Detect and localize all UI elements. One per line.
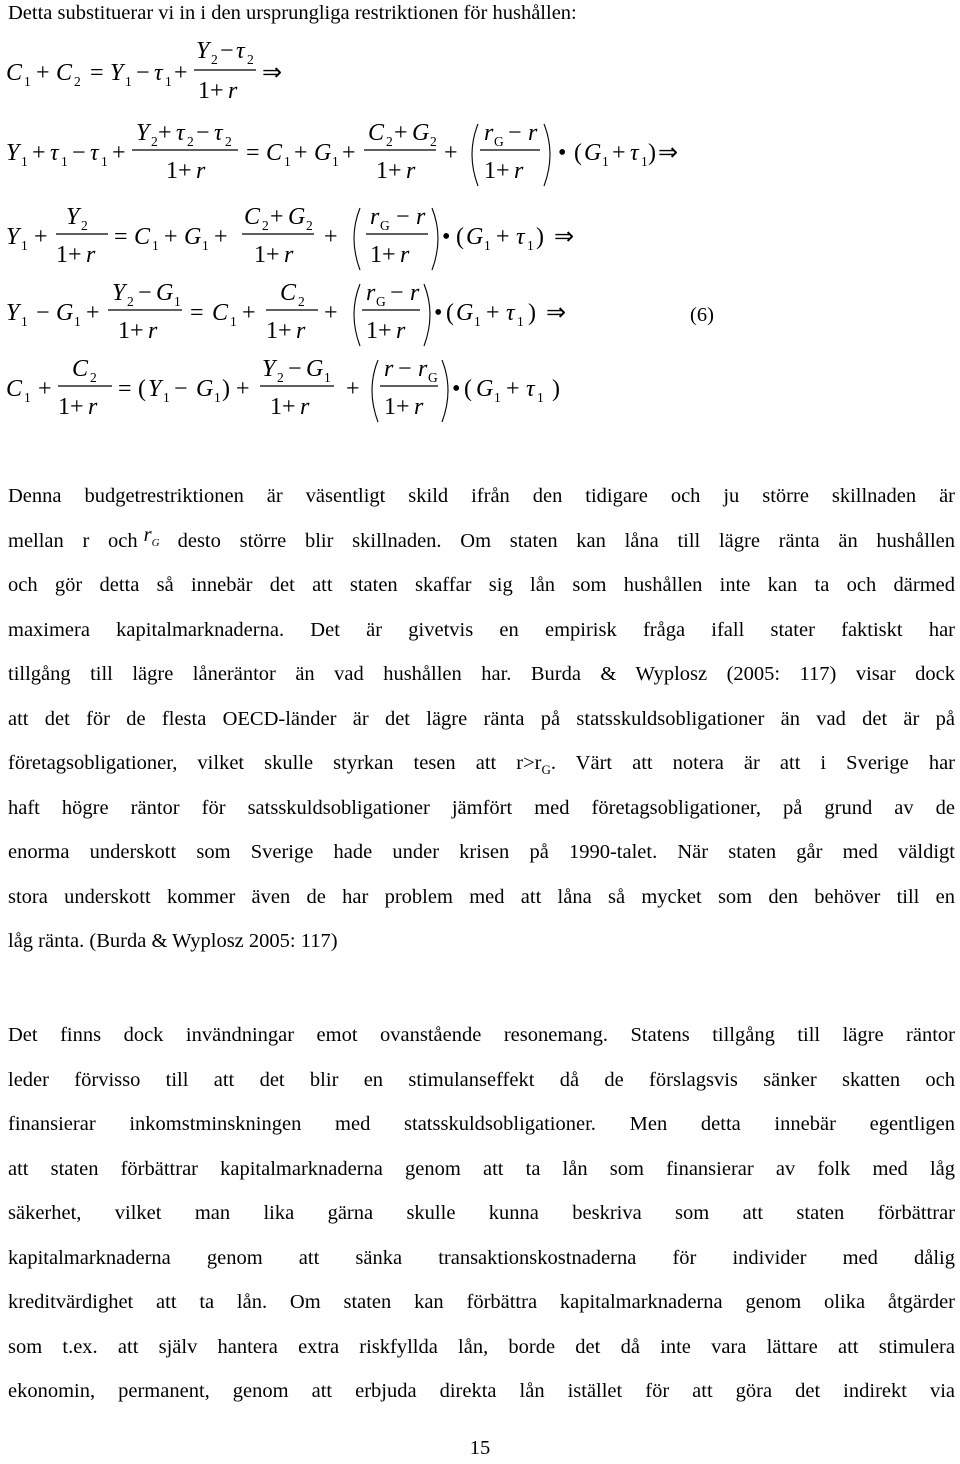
- svg-text:2: 2: [430, 134, 437, 149]
- svg-text:1: 1: [152, 238, 159, 253]
- svg-text:(: (: [574, 140, 582, 166]
- svg-text:r: r: [410, 280, 420, 306]
- svg-text:+: +: [174, 60, 188, 86]
- svg-text:1: 1: [125, 74, 132, 89]
- svg-text:1: 1: [230, 314, 237, 329]
- svg-text:−: −: [390, 280, 404, 306]
- svg-text:+: +: [214, 224, 228, 250]
- svg-text:G: G: [380, 218, 390, 233]
- svg-text:C: C: [244, 204, 261, 230]
- inequality: $r>r_G$: [516, 752, 551, 778]
- svg-text:•: •: [434, 300, 443, 326]
- svg-text:2: 2: [262, 218, 269, 233]
- svg-text:): ): [552, 376, 560, 402]
- text-line: enorma underskott som Sverige hade under krisen på 1990-talet. När staten går med väldigt: [8, 841, 955, 863]
- svg-text:C: C: [72, 356, 89, 382]
- svg-text:=: =: [114, 224, 128, 250]
- svg-text:τ: τ: [90, 140, 99, 166]
- svg-text:+: +: [242, 300, 256, 326]
- svg-text:1: 1: [21, 238, 28, 253]
- svg-text:1: 1: [21, 314, 28, 329]
- svg-text:1: 1: [61, 154, 68, 169]
- svg-text:): ): [528, 300, 536, 326]
- svg-text:τ: τ: [214, 120, 223, 146]
- svg-text:C: C: [6, 376, 23, 402]
- svg-text:⇒: ⇒: [546, 300, 567, 326]
- svg-text:(: (: [446, 300, 454, 326]
- svg-text:G: G: [466, 224, 484, 250]
- svg-text:1: 1: [24, 74, 31, 89]
- svg-text:+: +: [486, 300, 500, 326]
- svg-text:Y: Y: [112, 280, 126, 306]
- svg-text:r: r: [514, 158, 524, 184]
- svg-text:Y: Y: [6, 224, 20, 250]
- equation-number: (6): [690, 304, 714, 326]
- svg-text:+: +: [394, 120, 408, 146]
- svg-text:1+: 1+: [370, 242, 396, 268]
- svg-text:1: 1: [202, 238, 209, 253]
- svg-text:G: G: [184, 224, 202, 250]
- svg-text:2: 2: [306, 218, 313, 233]
- svg-text:−: −: [220, 38, 234, 64]
- svg-text:G: G: [428, 370, 438, 385]
- svg-text:r: r: [88, 394, 98, 420]
- svg-text:1+: 1+: [270, 394, 296, 420]
- svg-text:r: r: [296, 318, 306, 344]
- intro-line: Detta substituerar vi in i den ursprungliga restriktionen för hushållen:: [8, 2, 577, 24]
- text-line: haft högre räntor för satsskuldsobligationer jämfört med företagsobligationer, på grund av de: [8, 796, 955, 819]
- svg-text:1+: 1+: [484, 158, 510, 184]
- svg-text:+: +: [324, 224, 338, 250]
- svg-text:r: r: [406, 158, 416, 184]
- svg-text:1: 1: [165, 74, 172, 89]
- svg-text:r: r: [228, 78, 238, 104]
- svg-text:1: 1: [537, 390, 544, 405]
- svg-text:−: −: [196, 120, 210, 146]
- svg-text:r: r: [86, 242, 96, 268]
- svg-text:r: r: [370, 204, 380, 230]
- svg-text:•: •: [558, 140, 567, 166]
- text-line: Det finns dock invändningar emot ovanstående resonemang. Statens tillgång till lägre räntor: [8, 1024, 955, 1046]
- svg-text:2: 2: [127, 294, 134, 309]
- svg-text:): ): [536, 224, 544, 250]
- svg-text:C: C: [280, 280, 297, 306]
- svg-text:C: C: [6, 60, 23, 86]
- svg-text:1+: 1+: [166, 158, 192, 184]
- svg-text:r: r: [484, 120, 494, 146]
- svg-text:2: 2: [81, 218, 88, 233]
- svg-text:−: −: [508, 120, 522, 146]
- svg-text:+: +: [112, 140, 126, 166]
- text-line: säkerhet, vilket man lika gärna skulle kunna beskriva som att staten förbättrar: [8, 1202, 955, 1224]
- svg-text:): ): [222, 376, 230, 402]
- svg-text:⇒: ⇒: [262, 60, 283, 86]
- svg-text:=: =: [118, 376, 132, 402]
- svg-text:r: r: [416, 204, 426, 230]
- text-line: kapitalmarknaderna genom att sänka transaktionskostnaderna för individer med dålig: [8, 1246, 955, 1269]
- svg-text:G: G: [584, 140, 602, 166]
- svg-text:Y: Y: [196, 38, 210, 64]
- svg-text:2: 2: [74, 74, 81, 89]
- svg-text:+: +: [342, 140, 356, 166]
- svg-text:Y: Y: [136, 120, 150, 146]
- svg-text:Y: Y: [6, 140, 20, 166]
- svg-text:Y: Y: [66, 204, 80, 230]
- svg-text:+: +: [236, 376, 250, 402]
- svg-text:r: r: [528, 120, 538, 146]
- svg-text:+: +: [158, 120, 172, 146]
- svg-text:1+: 1+: [266, 318, 292, 344]
- svg-text:•: •: [452, 376, 461, 402]
- text-line: stora underskott kommer även de har problem med att låna så mycket som den behöver till en: [8, 885, 955, 908]
- svg-text:2: 2: [386, 134, 393, 149]
- svg-text:−: −: [398, 356, 412, 382]
- equation-line-4: [6, 280, 566, 346]
- svg-text:1: 1: [174, 294, 181, 309]
- svg-text:+: +: [270, 204, 284, 230]
- svg-text:G: G: [456, 300, 474, 326]
- svg-text:r: r: [196, 158, 206, 184]
- svg-text:+: +: [496, 224, 510, 250]
- svg-text:G: G: [314, 140, 332, 166]
- svg-text:1: 1: [494, 390, 501, 405]
- svg-text:C: C: [134, 224, 151, 250]
- svg-text:τ: τ: [154, 60, 163, 86]
- paragraph-objections: [8, 1013, 955, 1414]
- equation-line-2: [6, 120, 678, 186]
- equation-line-1: [6, 38, 282, 104]
- svg-text:τ: τ: [526, 376, 535, 402]
- svg-text:+: +: [444, 140, 458, 166]
- svg-text:Y: Y: [262, 356, 276, 382]
- svg-text:1+: 1+: [366, 318, 392, 344]
- equation-block: [0, 0, 960, 440]
- text-line: finansierar inkomstminskningen med statsskuldsobligationer. Men detta innebär egentligen: [8, 1113, 955, 1135]
- svg-text:r: r: [418, 356, 428, 382]
- rg-symbol: $r_G$: [143, 523, 160, 549]
- svg-text:(: (: [464, 376, 472, 402]
- svg-text:C: C: [368, 120, 385, 146]
- svg-text:1: 1: [474, 314, 481, 329]
- text-line: att staten förbättrar kapitalmarknaderna genom att ta lån som finansierar av folk med låg: [8, 1157, 955, 1180]
- svg-text:1+: 1+: [384, 394, 410, 420]
- svg-text:G: G: [494, 134, 504, 149]
- svg-text:C: C: [212, 300, 229, 326]
- svg-text:G: G: [306, 356, 324, 382]
- svg-text:1: 1: [332, 154, 339, 169]
- svg-text:G: G: [156, 280, 174, 306]
- svg-text:1: 1: [214, 390, 221, 405]
- text-line: att det för de flesta OECD-länder är det lägre ränta på statsskuldsobligationer än vad det är på: [8, 707, 955, 730]
- text-line: maximera kapitalmarknaderna. Det är givetvis en empirisk fråga ifall stater faktiskt har: [8, 618, 955, 641]
- page-number: 15: [469, 1437, 491, 1459]
- equation-line-3: [6, 204, 574, 270]
- svg-text:): ): [648, 140, 656, 166]
- svg-text:τ: τ: [236, 38, 245, 64]
- svg-text:r: r: [284, 242, 294, 268]
- svg-text:r: r: [300, 394, 310, 420]
- svg-text:r: r: [400, 242, 410, 268]
- svg-text:−: −: [72, 140, 86, 166]
- svg-text:⇒: ⇒: [658, 140, 679, 166]
- svg-text:−: −: [288, 356, 302, 382]
- svg-text:2: 2: [211, 52, 218, 67]
- svg-text:−: −: [36, 300, 50, 326]
- text-line: tillgång till lägre låneräntor än vad hushållen har. Burda & Wyplosz (2005: 117) visar dock: [8, 663, 955, 685]
- svg-text:−: −: [396, 204, 410, 230]
- svg-text:1+: 1+: [254, 242, 280, 268]
- svg-text:1+: 1+: [56, 242, 82, 268]
- svg-text:Y: Y: [110, 60, 124, 86]
- svg-text:2: 2: [90, 370, 97, 385]
- svg-text:+: +: [164, 224, 178, 250]
- svg-text:+: +: [294, 140, 308, 166]
- svg-text:r: r: [384, 356, 394, 382]
- svg-text:+: +: [32, 140, 46, 166]
- svg-text:G: G: [56, 300, 74, 326]
- svg-text:+: +: [38, 376, 52, 402]
- svg-text:1: 1: [101, 154, 108, 169]
- svg-text:1+: 1+: [198, 78, 224, 104]
- svg-text:−: −: [138, 280, 152, 306]
- svg-text:⇒: ⇒: [554, 224, 575, 250]
- svg-text:τ: τ: [506, 300, 515, 326]
- svg-text:+: +: [34, 224, 48, 250]
- svg-text:1: 1: [517, 314, 524, 329]
- svg-text:2: 2: [187, 134, 194, 149]
- svg-text:(: (: [456, 224, 464, 250]
- svg-text:r: r: [396, 318, 406, 344]
- text-line: leder förvisso till att det blir en stimulanseffekt då de förslagsvis sänker skatten och: [8, 1068, 955, 1091]
- paragraph-budget-restriction: [8, 474, 955, 964]
- svg-text:r: r: [366, 280, 376, 306]
- svg-text:Y: Y: [148, 376, 162, 402]
- svg-text:C: C: [266, 140, 283, 166]
- svg-text:r: r: [414, 394, 424, 420]
- svg-text:1: 1: [484, 238, 491, 253]
- text-line: företagsobligationer, vilket skulle styrkan tesen att $r>r_G$. Värt att notera är att i Sverige har: [8, 752, 956, 778]
- svg-text:1: 1: [527, 238, 534, 253]
- text-line: Denna budgetrestriktionen är väsentligt skild ifrån den tidigare och ju större skillnaden är: [8, 485, 955, 507]
- svg-text:1: 1: [324, 370, 331, 385]
- svg-text:1: 1: [602, 154, 609, 169]
- svg-text:−: −: [174, 376, 188, 402]
- svg-text:τ: τ: [176, 120, 185, 146]
- svg-text:1+: 1+: [376, 158, 402, 184]
- svg-text:Y: Y: [6, 300, 20, 326]
- svg-text:1: 1: [284, 154, 291, 169]
- svg-text:+: +: [506, 376, 520, 402]
- svg-text:2: 2: [277, 370, 284, 385]
- svg-text:2: 2: [151, 134, 158, 149]
- svg-text:+: +: [324, 300, 338, 326]
- svg-text:G: G: [476, 376, 494, 402]
- svg-text:−: −: [136, 60, 150, 86]
- svg-text:=: =: [246, 140, 260, 166]
- svg-text:1: 1: [21, 154, 28, 169]
- svg-text:r: r: [148, 318, 158, 344]
- svg-text:G: G: [196, 376, 214, 402]
- equation-line-5: [6, 356, 560, 422]
- svg-text:G: G: [412, 120, 430, 146]
- svg-text:τ: τ: [516, 224, 525, 250]
- text-line: mellan r och $r_G$ desto större blir skillnaden. Om staten kan låna till lägre ränta än hushållen: [8, 523, 955, 552]
- svg-text:+: +: [346, 376, 360, 402]
- svg-text:1: 1: [74, 314, 81, 329]
- svg-text:1: 1: [24, 390, 31, 405]
- svg-text:1: 1: [641, 154, 648, 169]
- svg-text:2: 2: [247, 52, 254, 67]
- svg-text:G: G: [288, 204, 306, 230]
- svg-text:=: =: [190, 300, 204, 326]
- svg-text:+: +: [86, 300, 100, 326]
- text-line: låg ränta. (Burda & Wyplosz 2005: 117): [8, 930, 338, 952]
- svg-text:=: =: [90, 60, 104, 86]
- svg-text:(: (: [138, 376, 146, 402]
- svg-text:+: +: [612, 140, 626, 166]
- svg-text:τ: τ: [50, 140, 59, 166]
- svg-text:+: +: [36, 60, 50, 86]
- text-line: och gör detta så innebär det att staten skaffar sig lån som hushållen inte kan ta och därmed: [8, 574, 955, 596]
- svg-text:C: C: [56, 60, 73, 86]
- text-line: ekonomin, permanent, genom att erbjuda direkta lån istället för att göra det indirekt via: [8, 1380, 955, 1402]
- text-line: som t.ex. att själv hantera extra riskfyllda lån, borde det då inte vara lättare att stimulera: [8, 1335, 955, 1358]
- svg-text:1+: 1+: [58, 394, 84, 420]
- text-line: kreditvärdighet att ta lån. Om staten kan förbättra kapitalmarknaderna genom olika åtgärder: [8, 1291, 955, 1313]
- svg-text:2: 2: [225, 134, 232, 149]
- svg-text:G: G: [376, 294, 386, 309]
- svg-text:1+: 1+: [118, 318, 144, 344]
- svg-text:2: 2: [298, 294, 305, 309]
- svg-text:τ: τ: [630, 140, 639, 166]
- svg-text:•: •: [442, 224, 451, 250]
- svg-text:1: 1: [163, 390, 170, 405]
